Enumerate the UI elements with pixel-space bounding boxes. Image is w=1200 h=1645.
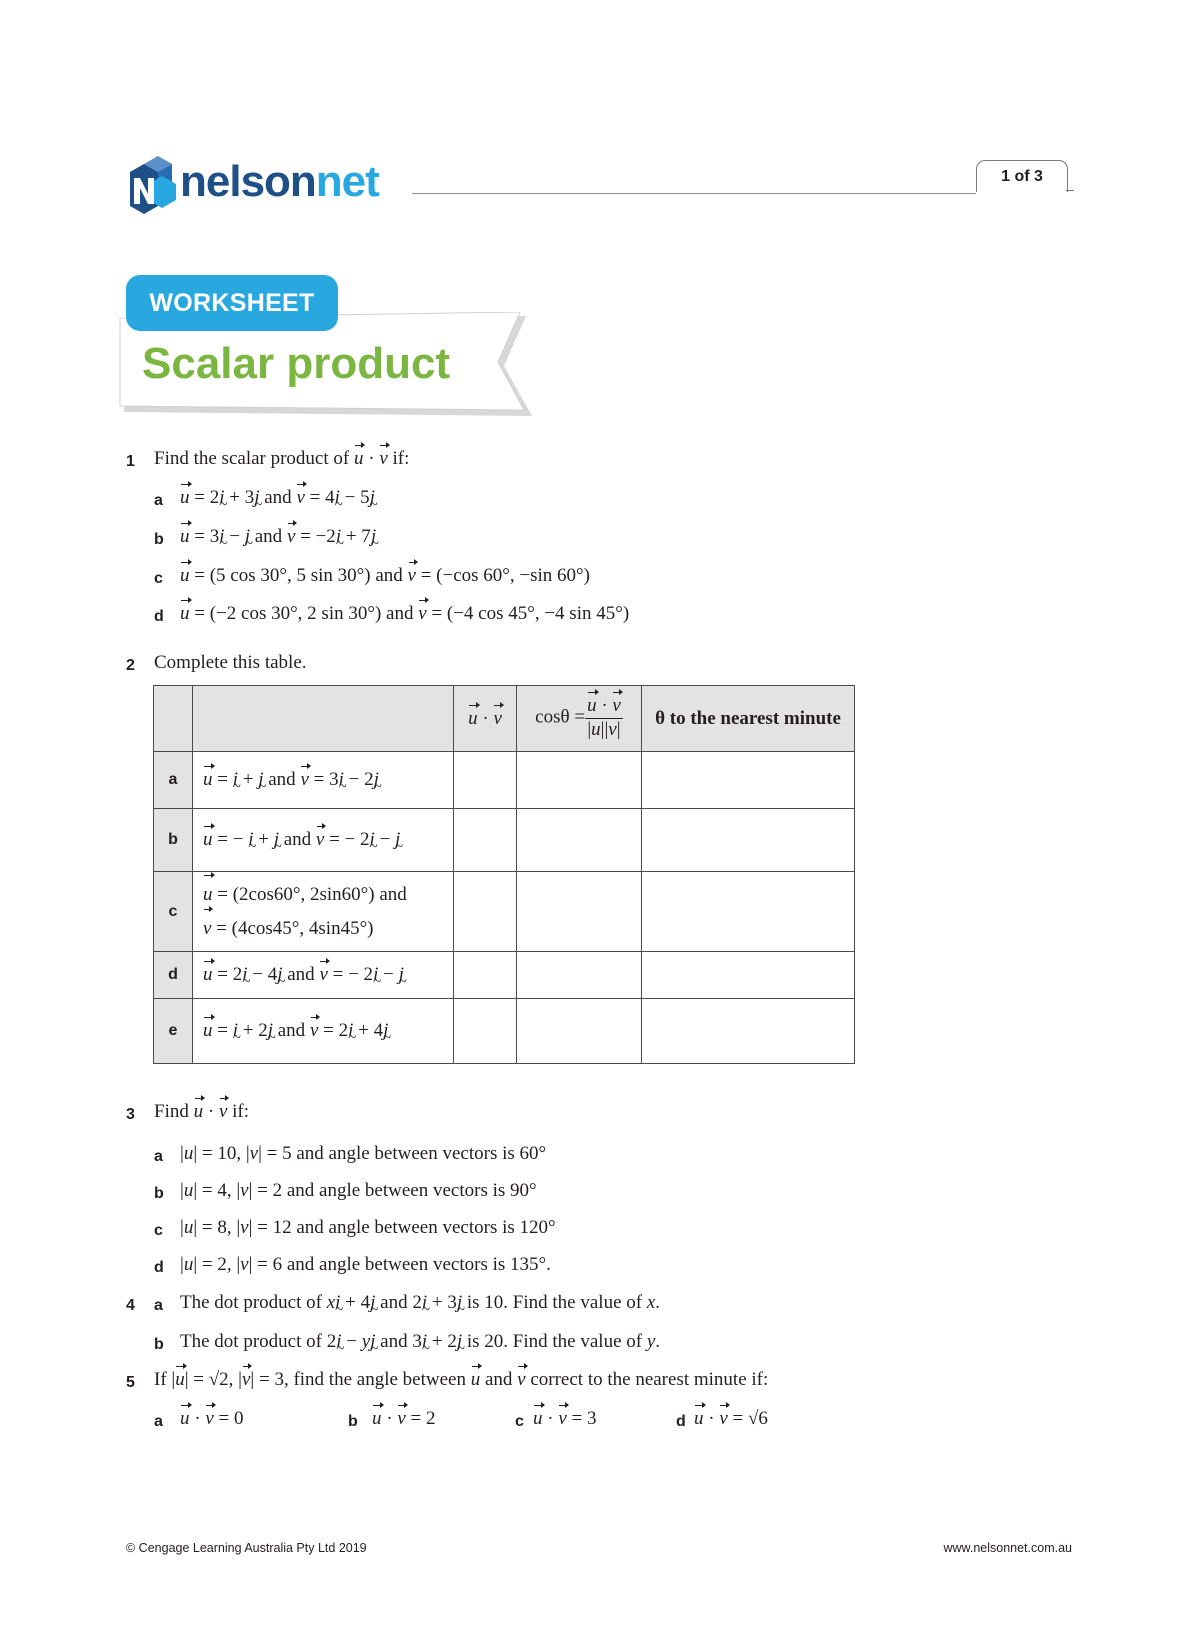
question-3-number: 3 — [126, 1106, 135, 1123]
q5-part-d: u · v = √6 — [694, 1408, 768, 1429]
q5-part-b: u · v = 2 — [372, 1408, 436, 1429]
answer-table — [153, 685, 855, 1064]
answer-cell[interactable] — [517, 999, 642, 1064]
question-4-number: 4 — [126, 1297, 135, 1314]
answer-cell[interactable] — [642, 999, 855, 1064]
q1-part-label: d — [154, 608, 164, 625]
answer-cell[interactable] — [517, 872, 642, 952]
q1-part-label: c — [154, 570, 163, 587]
row-b-vectors: u = − i ~ + j ~ and v = − 2i ~ − j ~ — [193, 809, 454, 872]
answer-cell[interactable] — [454, 952, 517, 999]
nelsonnet-logo-icon — [126, 154, 182, 214]
q3-part-b: |u| = 4, |v| = 2 and angle between vectors is 90° — [180, 1180, 537, 1201]
table-header-row — [154, 686, 855, 752]
q3-part-label: d — [154, 1259, 164, 1276]
row-e-vectors: u = i ~ + 2j ~ and v = 2i ~ + 4j ~ — [193, 999, 454, 1064]
answer-cell[interactable] — [517, 952, 642, 999]
row-label: a — [154, 752, 193, 809]
worksheet-badge: WORKSHEET — [126, 275, 338, 331]
q1-part-d: u = (−2 cos 30°, 2 sin 30°) and v = (−4 cos 45°, −4 sin 45°) — [180, 603, 630, 624]
q3-part-label: a — [154, 1148, 163, 1165]
row-label: d — [154, 952, 193, 999]
page-indicator: 1 of 3 — [976, 160, 1068, 192]
table-header-vectors — [193, 686, 454, 752]
table-header-theta: θ to the nearest minute — [642, 686, 855, 752]
page-tab-rule — [1066, 190, 1074, 191]
q3-part-a: |u| = 10, |v| = 5 and angle between vectors is 60° — [180, 1143, 547, 1164]
answer-cell[interactable] — [454, 872, 517, 952]
q4-part-label: a — [154, 1297, 163, 1314]
header-rule — [412, 193, 976, 194]
table-row — [154, 999, 855, 1064]
q5-part-label: b — [348, 1413, 358, 1430]
answer-cell[interactable] — [642, 809, 855, 872]
q3-part-d: |u| = 2, |v| = 6 and angle between vectors is 135°. — [180, 1254, 551, 1275]
q1-part-b: u = 3i ~ − j ~ and v = −2i ~ + 7j ~ — [180, 526, 376, 548]
page-title: Scalar product — [142, 339, 451, 388]
q1-part-a: u = 2i ~ + 3j ~ and v = 4i ~ − 5j ~ — [180, 487, 375, 509]
brand-logo-text: nelsonnet — [180, 157, 379, 206]
row-a-vectors: u = i ~ + j ~ and v = 3i ~ − 2j ~ — [193, 752, 454, 809]
q4-part-b: The dot product of 2i ~ − yj ~ and 3i ~ + 2j ~ is 20. Find the value of y. — [180, 1331, 660, 1353]
q3-part-label: b — [154, 1185, 164, 1202]
table-header-cos-theta: cosθ = $\frac{u \cdot v}{|u||v|}$ — [517, 686, 642, 752]
table-row — [154, 809, 855, 872]
row-label: b — [154, 809, 193, 872]
question-2-number: 2 — [126, 657, 135, 674]
q5-part-label: a — [154, 1413, 163, 1430]
table-row — [154, 952, 855, 999]
answer-cell[interactable] — [454, 752, 517, 809]
row-c-vectors: u = (2cos60°, 2sin60°) and v = (4cos45°, 4sin45°) — [193, 872, 454, 952]
answer-cell[interactable] — [517, 752, 642, 809]
question-3-prompt: Find u · v if: — [154, 1101, 250, 1122]
answer-cell[interactable] — [517, 809, 642, 872]
q1-part-label: b — [154, 531, 164, 548]
q5-part-label: c — [515, 1413, 524, 1430]
website-link[interactable]: www.nelsonnet.com.au — [943, 1541, 1072, 1555]
q5-part-a: u · v = 0 — [180, 1408, 244, 1429]
question-2-prompt: Complete this table. — [154, 652, 307, 673]
q1-part-label: a — [154, 492, 163, 509]
q3-part-c: |u| = 8, |v| = 12 and angle between vectors is 120° — [180, 1217, 556, 1238]
question-5-prompt: If |u| = √2, |v| = 3, find the angle between u and v correct to the nearest minute if: — [154, 1369, 769, 1390]
question-1-number: 1 — [126, 453, 135, 470]
q4-part-label: b — [154, 1336, 164, 1353]
q5-part-label: d — [676, 1413, 686, 1430]
answer-cell[interactable] — [454, 809, 517, 872]
q5-part-c: u · v = 3 — [533, 1408, 597, 1429]
answer-cell[interactable] — [642, 872, 855, 952]
question-1-prompt: Find the scalar product of u · v if: — [154, 448, 410, 469]
row-label: e — [154, 999, 193, 1064]
answer-cell[interactable] — [642, 952, 855, 999]
question-5-number: 5 — [126, 1374, 135, 1391]
row-label: c — [154, 872, 193, 952]
copyright-text: © Cengage Learning Australia Pty Ltd 2019 — [126, 1541, 367, 1555]
answer-cell[interactable] — [642, 752, 855, 809]
table-header-blank — [154, 686, 193, 752]
row-d-vectors: u = 2i ~ − 4j ~ and v = − 2i ~ − j ~ — [193, 952, 454, 999]
q3-part-label: c — [154, 1222, 163, 1239]
q1-part-c: u = (5 cos 30°, 5 sin 30°) and v = (−cos 60°, −sin 60°) — [180, 565, 590, 586]
table-row — [154, 752, 855, 809]
answer-cell[interactable] — [454, 999, 517, 1064]
table-row — [154, 872, 855, 952]
q4-part-a: The dot product of xi ~ + 4j ~ and 2i ~ + 3j ~ is 10. Find the value of x. — [180, 1292, 660, 1314]
table-header-dot-product: u · v — [454, 686, 517, 752]
